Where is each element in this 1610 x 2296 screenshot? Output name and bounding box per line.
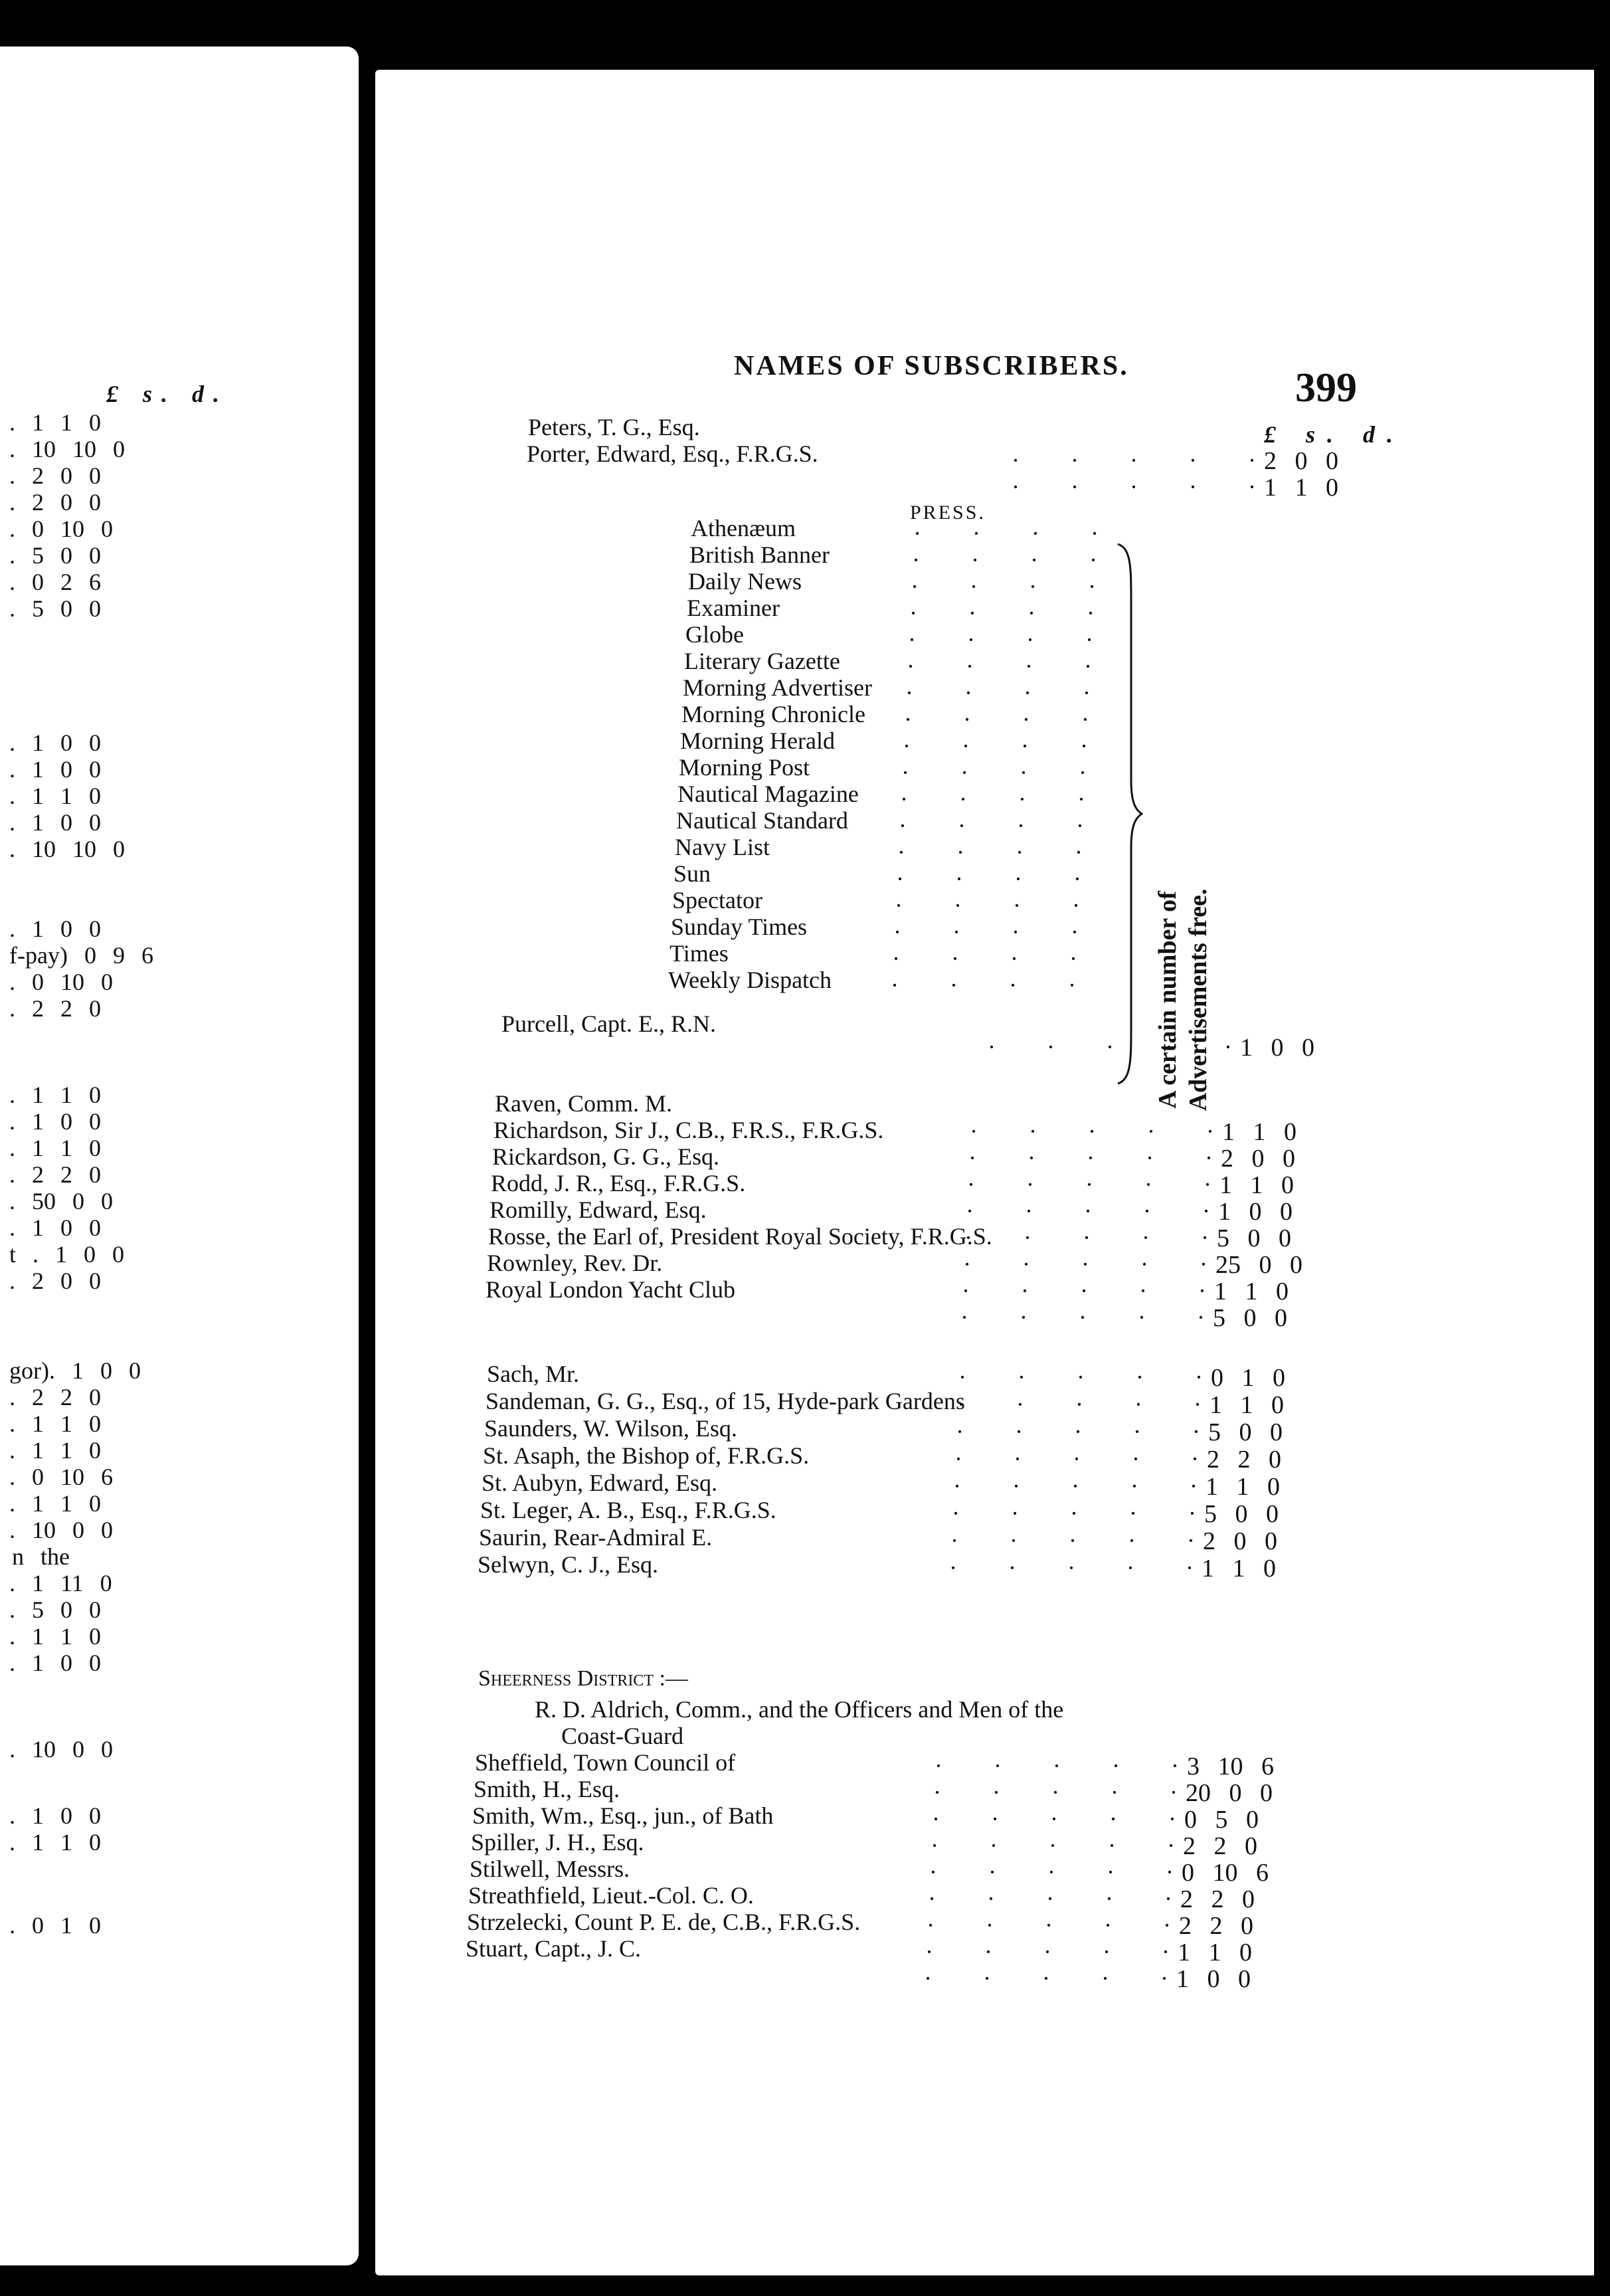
subscriber-name: Stuart, Capt., J. C. xyxy=(466,1935,642,1962)
leader-dots: · · · · · xyxy=(966,1198,1233,1224)
subscription-amount: 1 1 0 xyxy=(1178,1939,1252,1966)
press-item: Sun xyxy=(673,860,711,887)
left-amount: . 1 1 0 xyxy=(9,409,101,436)
press-item: Nautical Magazine xyxy=(677,781,859,807)
right-page xyxy=(375,70,1594,2275)
leader-dots: · · · · xyxy=(909,600,1117,626)
press-item: Globe xyxy=(685,621,744,648)
subscriber-name: Saunders, W. Wilson, Esq. xyxy=(484,1415,737,1442)
leader-dots: · · · · xyxy=(891,972,1099,999)
left-amount: . 2 2 0 xyxy=(9,1384,101,1410)
leader-dots: · · · · xyxy=(907,653,1115,680)
subscription-amount: 2 2 0 xyxy=(1207,1446,1281,1474)
subscription-amount: 1 1 0 xyxy=(1222,1118,1297,1146)
left-amount: . 0 10 0 xyxy=(9,516,113,542)
press-item: Weekly Dispatch xyxy=(668,967,832,993)
left-amount: . 10 10 0 xyxy=(9,436,125,462)
subscription-amount: 2 2 0 xyxy=(1179,1912,1253,1940)
pound-heading: £ xyxy=(106,381,128,407)
leader-dots: · · · · xyxy=(904,706,1112,733)
left-amount: . 1 0 0 xyxy=(9,729,101,756)
press-item: Morning Herald xyxy=(680,727,835,754)
left-amount: . 0 2 6 xyxy=(9,569,101,595)
leader-dots: · · · · · xyxy=(957,1391,1224,1418)
subscriber-name: Royal London Yacht Club xyxy=(486,1276,736,1303)
leader-dots: · · · · xyxy=(893,919,1101,945)
subscriber-name: Rickardson, G. G., Esq. xyxy=(492,1143,719,1170)
left-amount: . 2 2 0 xyxy=(9,995,101,1022)
left-amount: . 2 0 0 xyxy=(9,1268,101,1294)
left-amount: t . 1 0 0 xyxy=(9,1241,125,1268)
subscription-amount: 2 0 0 xyxy=(1221,1145,1295,1173)
press-heading: PRESS. xyxy=(910,502,986,524)
leader-dots: · · · · · xyxy=(950,1527,1217,1554)
press-brace xyxy=(1117,541,1143,1086)
subscription-amount: 1 0 0 xyxy=(1240,1034,1314,1062)
leader-dots: · · · · xyxy=(905,680,1113,706)
subscription-amount: 2 0 0 xyxy=(1203,1527,1277,1555)
subscriber-name: Rownley, Rev. Dr. xyxy=(487,1250,663,1276)
subscriber-name: Stilwell, Messrs. xyxy=(470,1856,630,1882)
subscriber-name: Strzelecki, Count P. E. de, C.B., F.R.G.S. xyxy=(467,1909,861,1935)
subscriber-name: Sheffield, Town Council of xyxy=(475,1749,736,1776)
left-amount: . 5 0 0 xyxy=(9,595,101,622)
subscriber-name: Romilly, Edward, Esq. xyxy=(490,1196,707,1223)
left-amount: . 2 0 0 xyxy=(9,462,101,489)
pence-heading: d. xyxy=(1363,421,1405,448)
sheerness-line-2: Coast-Guard xyxy=(561,1723,683,1749)
sheerness-heading-text: Sheerness District :— xyxy=(478,1666,688,1691)
press-item: Morning Chronicle xyxy=(681,701,865,727)
subscription-amount: 2 2 0 xyxy=(1180,1885,1255,1913)
leader-dots: · · · · · xyxy=(932,1806,1199,1832)
left-amount: . 1 1 0 xyxy=(9,1135,101,1161)
subscriber-name: Peters, T. G., Esq. xyxy=(528,414,700,440)
leader-dots: · · · · xyxy=(900,786,1108,813)
subscriber-name: Sandeman, G. G., Esq., of 15, Hyde-park Gardens xyxy=(486,1388,965,1414)
leader-dots: · · · · · xyxy=(929,1859,1196,1885)
subscription-amount: 1 1 0 xyxy=(1202,1555,1276,1582)
left-amount: . 1 1 0 xyxy=(9,783,101,809)
leader-dots: · · · · xyxy=(895,892,1103,919)
subscriber-name: St. Leger, A. B., Esq., F.R.G.S. xyxy=(480,1497,776,1523)
page-number: 399 xyxy=(1295,365,1357,411)
subscriber-name: St. Aubyn, Edward, Esq. xyxy=(482,1470,717,1496)
subscription-amount: 25 0 0 xyxy=(1215,1251,1302,1279)
press-item: Examiner xyxy=(687,595,780,621)
leader-dots: · · · · · xyxy=(931,1832,1198,1859)
subscription-amount: 0 1 0 xyxy=(1211,1364,1285,1392)
leader-dots: · · · · · xyxy=(953,1473,1220,1499)
left-amount: . 1 0 0 xyxy=(9,809,101,836)
press-item: Athenæum xyxy=(691,515,796,541)
press-item: Spectator xyxy=(672,887,762,913)
subscription-amount: 2 2 0 xyxy=(1183,1832,1257,1860)
subscriber-name: Sach, Mr. xyxy=(487,1361,579,1387)
subscription-amount: 5 0 0 xyxy=(1208,1418,1283,1446)
press-item: Morning Post xyxy=(679,754,810,781)
subscriber-name: Smith, H., Esq. xyxy=(474,1776,620,1802)
left-amount: . 10 10 0 xyxy=(9,836,125,862)
subscription-amount: 3 10 6 xyxy=(1187,1753,1274,1780)
leader-dots: · · · · · xyxy=(988,1034,1255,1060)
left-amount: . 1 0 0 xyxy=(9,1650,101,1676)
subscriber-name: Rosse, the Earl of, President Royal Society, F.R.G.S. xyxy=(488,1223,992,1250)
subscriber-name: Rodd, J. R., Esq., F.R.G.S. xyxy=(491,1170,746,1196)
subscription-amount: 1 1 0 xyxy=(1206,1473,1280,1501)
leader-dots: · · · · · xyxy=(927,1912,1194,1939)
subscription-amount: 5 0 0 xyxy=(1217,1224,1291,1252)
subscription-amount: 20 0 0 xyxy=(1186,1779,1273,1807)
press-note-line-1: A certain number of xyxy=(1154,891,1182,1109)
subscription-amount: 0 10 6 xyxy=(1182,1859,1269,1887)
leader-dots: · · · · · xyxy=(964,1224,1231,1251)
subscription-amount: 0 5 0 xyxy=(1184,1806,1259,1834)
left-amount: . 5 0 0 xyxy=(9,1596,101,1623)
leader-dots: · · · · xyxy=(913,520,1121,547)
subscription-amount: 5 0 0 xyxy=(1213,1304,1287,1332)
left-amount: . 1 0 0 xyxy=(9,915,101,942)
leader-dots: · · · · · xyxy=(935,1753,1202,1779)
leader-dots: · · · · xyxy=(896,866,1104,892)
leader-dots: · · · · · xyxy=(970,1118,1237,1145)
left-amount: . 1 0 0 xyxy=(9,1214,101,1241)
leader-dots: · · · · xyxy=(897,839,1105,866)
subscription-amount: 1 1 0 xyxy=(1214,1278,1289,1305)
leader-dots: · · · · xyxy=(908,626,1116,653)
left-amount: . 5 0 0 xyxy=(9,542,101,569)
leader-dots: · · · · · xyxy=(924,1965,1191,1992)
left-amount: . 1 1 0 xyxy=(9,1490,101,1517)
press-item: Sunday Times xyxy=(671,913,808,940)
press-item: Times xyxy=(670,940,729,967)
leader-dots: · · · · xyxy=(903,733,1111,759)
subscriber-name: St. Asaph, the Bishop of, F.R.G.S. xyxy=(483,1442,810,1469)
leader-dots: · · · · · xyxy=(963,1251,1230,1278)
leader-dots: · · · · · xyxy=(968,1145,1235,1171)
subscriber-name: Porter, Edward, Esq., F.R.G.S. xyxy=(527,440,818,467)
left-amount: . 1 11 0 xyxy=(9,1570,112,1596)
subscriber-name: Raven, Comm. M. xyxy=(495,1090,672,1117)
press-item: Morning Advertiser xyxy=(683,674,872,701)
subscriber-name: Smith, Wm., Esq., jun., of Bath xyxy=(472,1802,774,1829)
leader-dots: · · · · · xyxy=(962,1278,1229,1304)
subscriber-name: Selwyn, C. J., Esq. xyxy=(478,1551,659,1578)
left-amount: f-pay) 0 9 6 xyxy=(9,942,153,969)
subscriber-name: Spiller, J. H., Esq. xyxy=(471,1829,644,1856)
subscription-amount: 5 0 0 xyxy=(1204,1500,1279,1528)
leader-dots: · · · · · xyxy=(958,1364,1225,1390)
press-item: British Banner xyxy=(689,541,830,568)
left-amount: . 0 10 6 xyxy=(9,1464,113,1490)
subscription-amount: 2 0 0 xyxy=(1264,447,1338,475)
shilling-heading: s. xyxy=(143,381,177,407)
leader-dots: · · · · · xyxy=(954,1446,1221,1472)
leader-dots: · · · · · xyxy=(952,1500,1219,1527)
left-page xyxy=(0,47,359,2265)
pound-heading: £ xyxy=(1264,421,1288,448)
subscriber-name: Purcell, Capt. E., R.N. xyxy=(501,1010,716,1037)
leader-dots: · · · · · xyxy=(949,1555,1216,1581)
press-note xyxy=(1152,734,1225,1111)
subscription-amount: 1 1 0 xyxy=(1264,474,1338,502)
press-item: Literary Gazette xyxy=(684,648,840,674)
leader-dots: · · · · · xyxy=(1012,474,1279,500)
left-amount: . 1 1 0 xyxy=(9,1829,101,1856)
right-column-headings xyxy=(1264,421,1405,448)
left-amount: . 2 2 0 xyxy=(9,1161,101,1188)
leader-dots: · · · · · xyxy=(928,1885,1195,1912)
subscription-amount: 1 1 0 xyxy=(1209,1391,1284,1419)
left-amount: . 1 1 0 xyxy=(9,1410,101,1437)
left-amount: . 1 1 0 xyxy=(9,1437,101,1464)
left-amount: . 10 0 0 xyxy=(9,1517,113,1543)
left-amount: . 50 0 0 xyxy=(9,1188,113,1214)
sheerness-heading xyxy=(478,1668,688,1690)
press-item: Daily News xyxy=(688,568,802,595)
left-amount: . 1 0 0 xyxy=(9,756,101,783)
leader-dots: · · · · · xyxy=(933,1779,1200,1806)
leader-dots: · · · · xyxy=(892,945,1100,972)
leader-dots: · · · · xyxy=(912,547,1120,573)
subscription-amount: 1 0 0 xyxy=(1176,1965,1251,1993)
left-amount: . 1 1 0 xyxy=(9,1082,101,1108)
leader-dots: · · · · · xyxy=(967,1171,1234,1198)
leader-dots: · · · · · xyxy=(960,1304,1227,1331)
leader-dots: · · · · xyxy=(911,573,1118,600)
subscriber-name: Richardson, Sir J., C.B., F.R.S., F.R.G.S. xyxy=(493,1117,884,1143)
left-amount: . 10 0 0 xyxy=(9,1736,113,1763)
running-header: NAMES OF SUBSCRIBERS. xyxy=(734,351,1129,381)
left-amount: . 1 1 0 xyxy=(9,1623,101,1650)
pence-heading: d. xyxy=(192,381,229,407)
subscription-amount: 1 0 0 xyxy=(1218,1198,1293,1226)
press-item: Navy List xyxy=(675,834,770,860)
sheerness-line-1: R. D. Aldrich, Comm., and the Officers and Men of the xyxy=(535,1696,1064,1723)
left-amount: . 2 0 0 xyxy=(9,489,101,516)
subscription-amount: 1 1 0 xyxy=(1219,1171,1294,1199)
left-column-headings xyxy=(106,380,228,408)
leader-dots: · · · · xyxy=(901,759,1109,786)
left-amount: . 0 10 0 xyxy=(9,969,113,995)
left-amount: gor). 1 0 0 xyxy=(9,1357,141,1384)
leader-dots: · · · · · xyxy=(925,1939,1192,1965)
leader-dots: · · · · xyxy=(899,813,1107,839)
left-amount: n the xyxy=(12,1543,70,1570)
left-amount: . 0 1 0 xyxy=(9,1912,101,1939)
leader-dots: · · · · · xyxy=(956,1418,1223,1445)
left-amount: . 1 0 0 xyxy=(9,1108,101,1135)
press-note-line-2: Advertisements free. xyxy=(1184,888,1212,1111)
press-item: Nautical Standard xyxy=(676,807,848,834)
shilling-heading: s. xyxy=(1306,421,1346,448)
left-amount: . 1 0 0 xyxy=(9,1802,101,1829)
subscriber-name: Streathfield, Lieut.-Col. C. O. xyxy=(468,1882,754,1909)
leader-dots: · · · · · xyxy=(1012,447,1279,474)
subscriber-name: Saurin, Rear-Admiral E. xyxy=(479,1524,713,1551)
